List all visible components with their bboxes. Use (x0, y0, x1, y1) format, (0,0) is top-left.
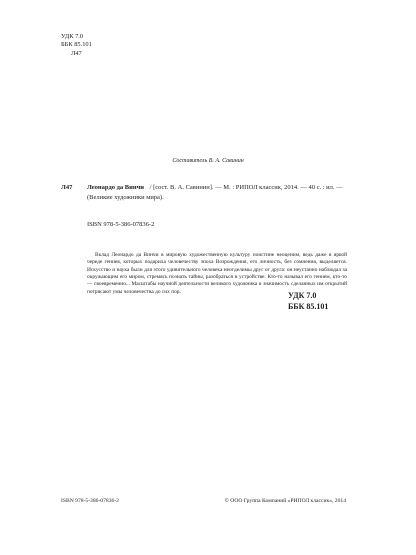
footer-copyright: © ООО Группа Компаний «РИПОЛ классик», 2014 (224, 498, 346, 504)
bold-classification-codes (288, 290, 328, 312)
isbn: ISBN 978-5-386-07836-2 (87, 221, 155, 228)
footer-isbn: ISBN 978-5-386-07836-2 (61, 498, 119, 504)
entry-body (87, 183, 347, 202)
entry-description: / [сост. В. А. Савинин]. — М. : РИПОЛ классик, 2014. — 40 с. : ил. — (Великие художники мира). (87, 184, 343, 201)
entry-author: Леонардо да Винчи (87, 184, 145, 191)
author-mark: Л47 (71, 49, 82, 57)
compiler-credit: Составитель В. А. Савинин (172, 158, 244, 164)
udk-code: УДК 7.0 (61, 33, 84, 40)
annotation-paragraph: Вклад Леонардо да Винчи в мировую художественную культуру поистине неоценим, ведь даже в яркой череде гениев, которых подарила человечеству эпоха Возрождения, его личность, без сомнения, выделяется. Искусство и наука были для этого удивительного человека неотделимы друг от друга: он неустанно наблюдал за окружающим его миром, стремясь познать тайны, разобраться в устройстве. Кто-то называл его гением, кто-то — своевременно... Масштабы научной деятельности великого художника и значимость сделанных им открытий потрясают умы человечества до сих пор. (87, 252, 347, 295)
bibliographic-entry (61, 183, 347, 202)
classification-codes-block (61, 33, 92, 58)
bbk-code: ББК 85.101 (61, 41, 92, 49)
bold-udk-code: УДК 7.0 (288, 291, 317, 300)
bold-bbk-code: ББК 85.101 (288, 302, 329, 311)
entry-author-mark: Л47 (61, 184, 73, 191)
